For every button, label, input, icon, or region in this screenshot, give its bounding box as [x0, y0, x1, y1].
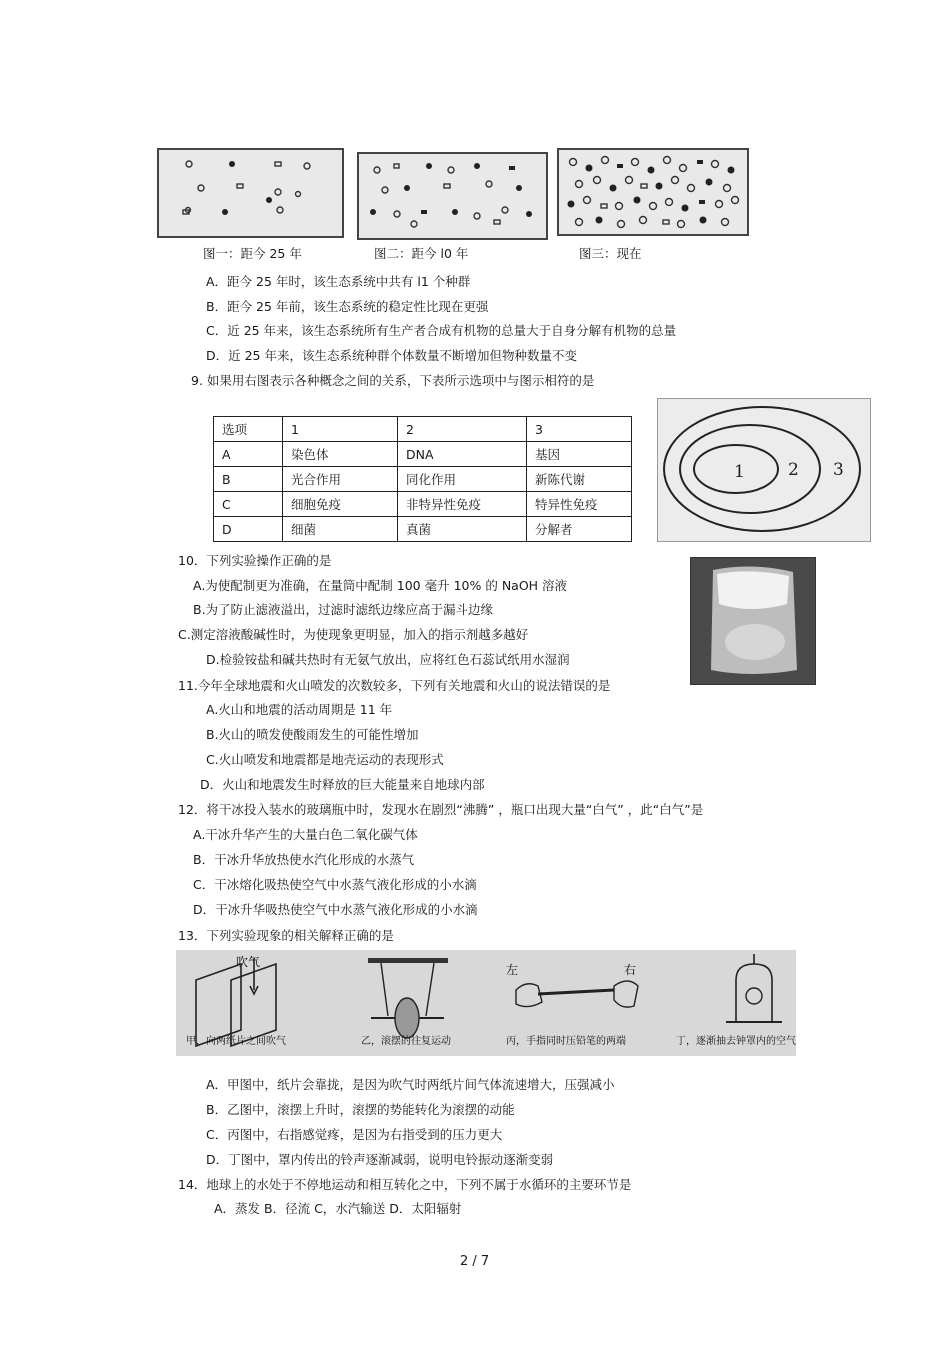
table-cell: C	[214, 492, 283, 517]
q11-option-b: B.火山的喷发使酸雨发生的可能性增加	[206, 727, 419, 742]
q14-stem: 14．地球上的水处于不停地运动和相互转化之中，下列不属于水循环的主要环节是	[178, 1177, 632, 1192]
q13-stem: 13．下列实验现象的相关解释正确的是	[178, 928, 394, 943]
yi-caption: 乙，滚摆的往复运动	[361, 1036, 451, 1047]
q8-option-a: A．距今 25 年时，该生态系统中共有 l1 个种群	[206, 274, 471, 289]
left-label: 左	[506, 963, 519, 977]
q9-options-table	[213, 416, 632, 542]
figure-1-ecosystem	[157, 148, 344, 238]
q10-option-b: B.为了防止滤液溢出，过滤时滤纸边缘应高于漏斗边缘	[193, 602, 494, 617]
q13-option-b: B．乙图中，滚摆上升时，滚摆的势能转化为滚摆的动能	[206, 1102, 515, 1117]
table-cell: A	[214, 442, 283, 467]
table-cell: 分解者	[527, 517, 632, 542]
page-number: 2 / 7	[460, 1254, 490, 1269]
table-header-cell: 3	[527, 417, 632, 442]
figure-caption-3: 图三：现在	[579, 246, 642, 261]
table-cell: 染色体	[283, 442, 398, 467]
q14-options: A．蒸发 B．径流 C，水汽输送 D．太阳辐射	[214, 1201, 462, 1216]
ding-caption: 丁，逐渐抽去钟罩内的空气	[676, 1036, 796, 1047]
figure-yi	[368, 958, 448, 1038]
q8-option-d: D．近 25 年来，该生态系统种群个体数量不断增加但物种数量不变	[206, 348, 577, 363]
q11-stem: 11.今年全球地震和火山喷发的次数较多，下列有关地震和火山的说法错误的是	[178, 678, 611, 693]
experiment-sketches	[176, 950, 796, 1056]
q12-option-b: B．干冰升华放热使水汽化形成的水蒸气	[193, 852, 415, 867]
table-row	[214, 442, 632, 467]
table-header-cell: 1	[283, 417, 398, 442]
table-row	[214, 517, 632, 542]
q12-stem: 12．将干冰投入装水的玻璃瓶中时，发现水在剧烈“沸腾” ，瓶口出现大量“白气” ，此“白气”是	[178, 802, 704, 817]
table-header-cell: 2	[398, 417, 527, 442]
bottle-image	[691, 558, 815, 684]
table-cell: 新陈代谢	[527, 467, 632, 492]
q8-option-b: B．距今 25 年前，该生态系统的稳定性比现在更强	[206, 299, 489, 314]
table-header-cell: 选项	[214, 417, 283, 442]
q10-option-d: D.检验铵盐和碱共热时有无氨气放出，应将红色石蕊试纸用水湿润	[206, 652, 570, 667]
table-cell: DNA	[398, 442, 527, 467]
ellipse-label-2: 2	[788, 460, 799, 480]
q11-option-c: C.火山喷发和地震都是地壳运动的表现形式	[206, 752, 444, 767]
table-cell: 同化作用	[398, 467, 527, 492]
q13-experiment-figures	[176, 950, 796, 1056]
table-cell: 非特异性免疫	[398, 492, 527, 517]
figure-ding	[726, 954, 782, 1022]
figure-bing	[506, 963, 638, 1007]
right-label: 右	[624, 963, 637, 977]
nested-ellipses	[658, 399, 870, 541]
figure-jia	[196, 954, 276, 1046]
figure-1-dots	[159, 150, 342, 236]
figure-caption-1: 图一：距今 25 年	[203, 246, 302, 261]
q11-option-a: A.火山和地震的活动周期是 11 年	[206, 702, 393, 717]
table-cell: 光合作用	[283, 467, 398, 492]
blow-label: 吹气	[236, 955, 261, 969]
q8-option-c: C．近 25 年来，该生态系统所有生产者合成有机物的总量大于自身分解有机物的总量	[206, 323, 677, 338]
q13-option-c: C．丙图中，右指感觉疼，是因为右指受到的压力更大	[206, 1127, 503, 1142]
table-cell: 基因	[527, 442, 632, 467]
q10-option-c: C.测定溶液酸碱性时，为使现象更明显，加入的指示剂越多越好	[178, 627, 529, 642]
table-cell: D	[214, 517, 283, 542]
figure-3-ecosystem	[557, 148, 749, 236]
figure-2-ecosystem	[357, 152, 548, 240]
jia-caption: 甲，向两纸片之间吹气	[186, 1036, 286, 1047]
table-row	[214, 467, 632, 492]
figure-2-dots	[359, 154, 546, 238]
q13-option-d: D．丁图中，罩内传出的铃声逐渐减弱，说明电铃振动逐渐变弱	[206, 1152, 554, 1167]
table-cell: 细菌	[283, 517, 398, 542]
dry-ice-bottle-photo	[690, 557, 816, 685]
q13-option-a: A．甲图中，纸片会靠拢，是因为吹气时两纸片间气体流速增大，压强减小	[206, 1077, 615, 1092]
table-row	[214, 417, 632, 442]
q10-stem: 10．下列实验操作正确的是	[178, 553, 332, 568]
table-cell: 真菌	[398, 517, 527, 542]
q11-option-d: D．火山和地震发生时释放的巨大能量来自地球内部	[200, 777, 485, 792]
q12-option-c: C．干冰熔化吸热使空气中水蒸气液化形成的小水滴	[193, 877, 477, 892]
concept-nesting-diagram	[657, 398, 871, 542]
table-cell: 细胞免疫	[283, 492, 398, 517]
figure-3-dots	[559, 150, 747, 234]
bing-caption: 丙，手指同时压铅笔的两端	[506, 1036, 626, 1047]
ellipse-label-3: 3	[833, 460, 844, 480]
q9-stem: 9. 如果用右图表示各种概念之间的关系，下表所示选项中与图示相符的是	[191, 373, 595, 388]
q10-option-a: A.为使配制更为准确，在量筒中配制 100 毫升 10% 的 NaOH 溶液	[193, 578, 568, 593]
ellipse-label-1: 1	[734, 462, 745, 482]
q12-option-a: A.干冰升华产生的大量白色二氧化碳气体	[193, 827, 418, 842]
table-cell: B	[214, 467, 283, 492]
table-cell: 特异性免疫	[527, 492, 632, 517]
figure-caption-2: 图二：距今 l0 年	[374, 246, 469, 261]
q12-option-d: D．干冰升华吸热使空气中水蒸气液化形成的小水滴	[193, 902, 478, 917]
table-row	[214, 492, 632, 517]
